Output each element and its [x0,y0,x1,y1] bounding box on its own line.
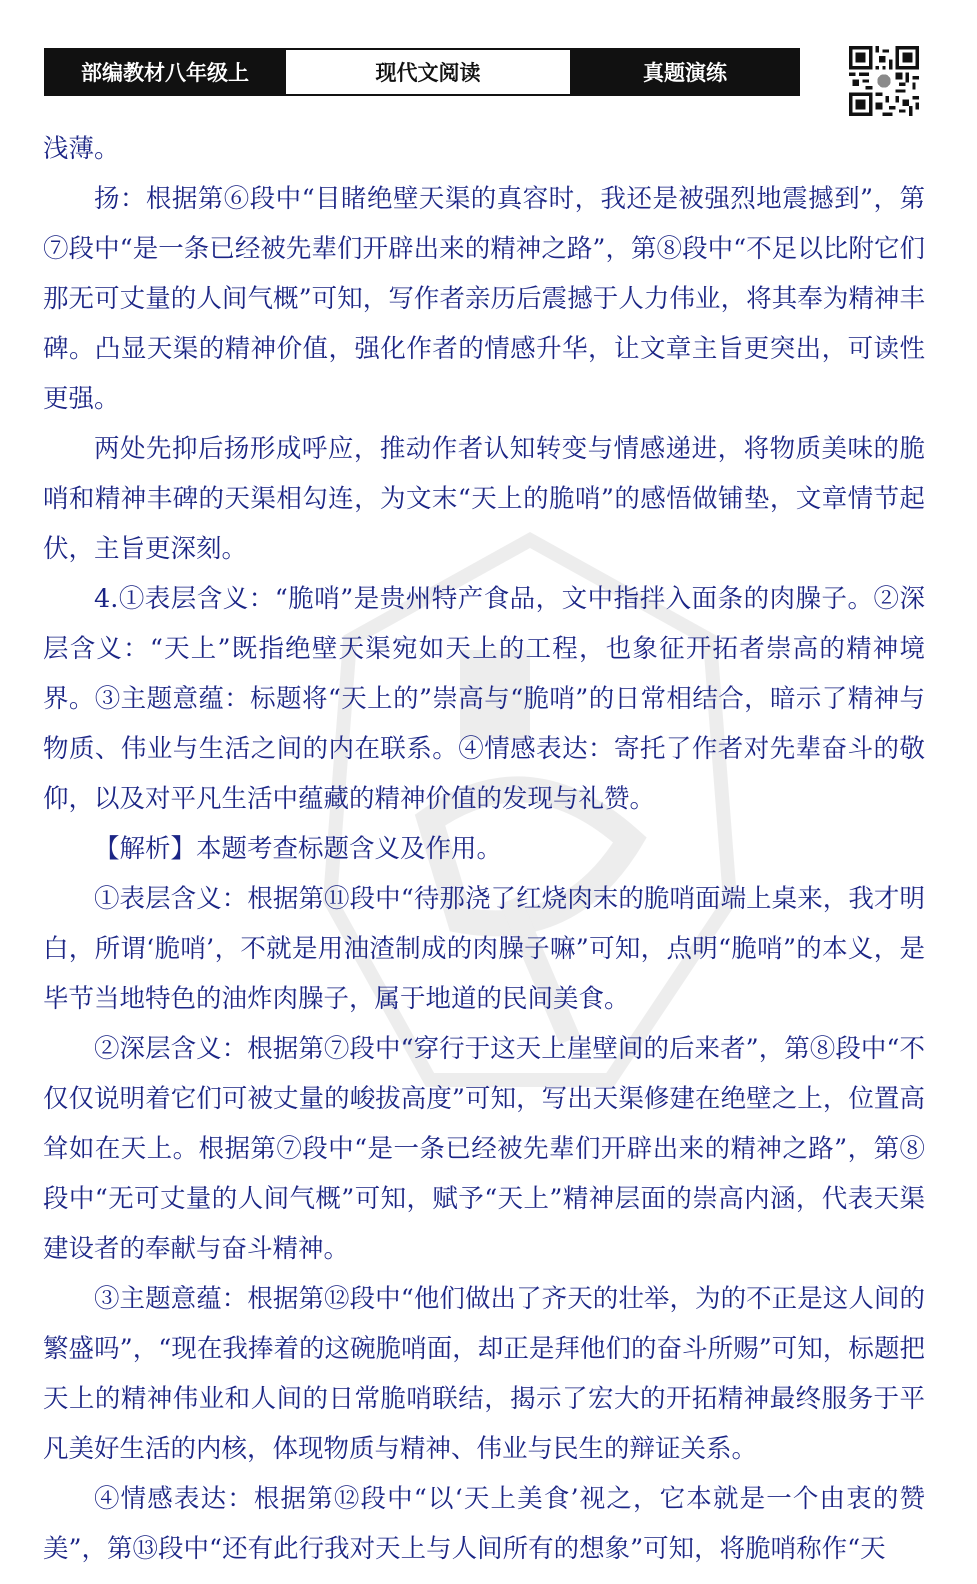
paragraph: ③主题意蕴：根据第⑫段中“他们做出了齐天的壮举，为的不正是这人间的繁盛吗”，“现在我捧着的这碗脆哨面，却正是拜他们的奋斗所赐”可知，标题把天上的精神伟业和人间的日常脆哨联结，揭示了宏大的开拓精神最终服务于平凡美好生活的内核，体现物质与精神、伟业与民生的辩证关系。 [43,1284,925,1464]
document-body [43,124,925,1574]
paragraph: 两处先抑后扬形成呼应，推动作者认知转变与情感递进，将物质美味的脆哨和精神丰碑的天渠相勾连，为文末“天上的脆哨”的感悟做铺垫，文章情节起伏，主旨更深刻。 [43,434,925,564]
paragraph: 浅薄。 [43,134,120,164]
paragraph: 4.①表层含义：“脆哨”是贵州特产食品，文中指拌入面条的肉臊子。②深层含义：“天上”既指绝壁天渠宛如天上的工程，也象征开拓者崇高的精神境界。③主题意蕴：标题将“天上的”崇高与“脆哨”的日常相结合，暗示了精神与物质、伟业与生活之间的内在联系。④情感表达：寄托了作者对先辈奋斗的敬仰，以及对平凡生活中蕴藏的精神价值的发现与礼赞。 [43,584,925,814]
header-section-label: 现代文阅读 [284,50,572,94]
paragraph: ②深层含义：根据第⑦段中“穿行于这天上崖壁间的后来者”，第⑧段中“不仅仅说明着它们可被丈量的峻拔高度”可知，写出天渠修建在绝壁之上，位置高耸如在天上。根据第⑦段中“是一条已经被先辈们开辟出来的精神之路”，第⑧段中“无可丈量的人间气概”可知，赋予“天上”精神层面的崇高内涵，代表天渠建设者的奉献与奋斗精神。 [43,1034,925,1264]
paragraph: 扬：根据第⑥段中“目睹绝壁天渠的真容时，我还是被强烈地震撼到”，第⑦段中“是一条已经被先辈们开辟出来的精神之路”，第⑧段中“不足以比附它们那无可丈量的人间气概”可知，写作者亲历后震撼于人力伟业，将其奉为精神丰碑。凸显天渠的精神价值，强化作者的情感升华，让文章主旨更突出，可读性更强。 [43,184,925,414]
page-header [44,48,800,96]
paragraph: ④情感表达：根据第⑫段中“以‘天上美食’视之，它本就是一个由衷的赞美”，第⑬段中“还有此行我对天上与人间所有的想象”可知，将脆哨称作“天 [43,1484,925,1564]
qr-code-icon [849,46,919,116]
paragraph: 【解析】本题考查标题含义及作用。 [94,834,503,864]
paragraph: ①表层含义：根据第⑪段中“待那浇了红烧肉末的脆哨面端上桌来，我才明白，所谓‘脆哨’，不就是用油渣制成的肉臊子嘛”可知，点明“脆哨”的本义，是毕节当地特色的油炸肉臊子，属于地道的民间美食。 [43,884,925,1014]
header-practice-label: 真题演练 [572,50,798,94]
header-grade-label: 部编教材八年级上 [46,50,284,94]
